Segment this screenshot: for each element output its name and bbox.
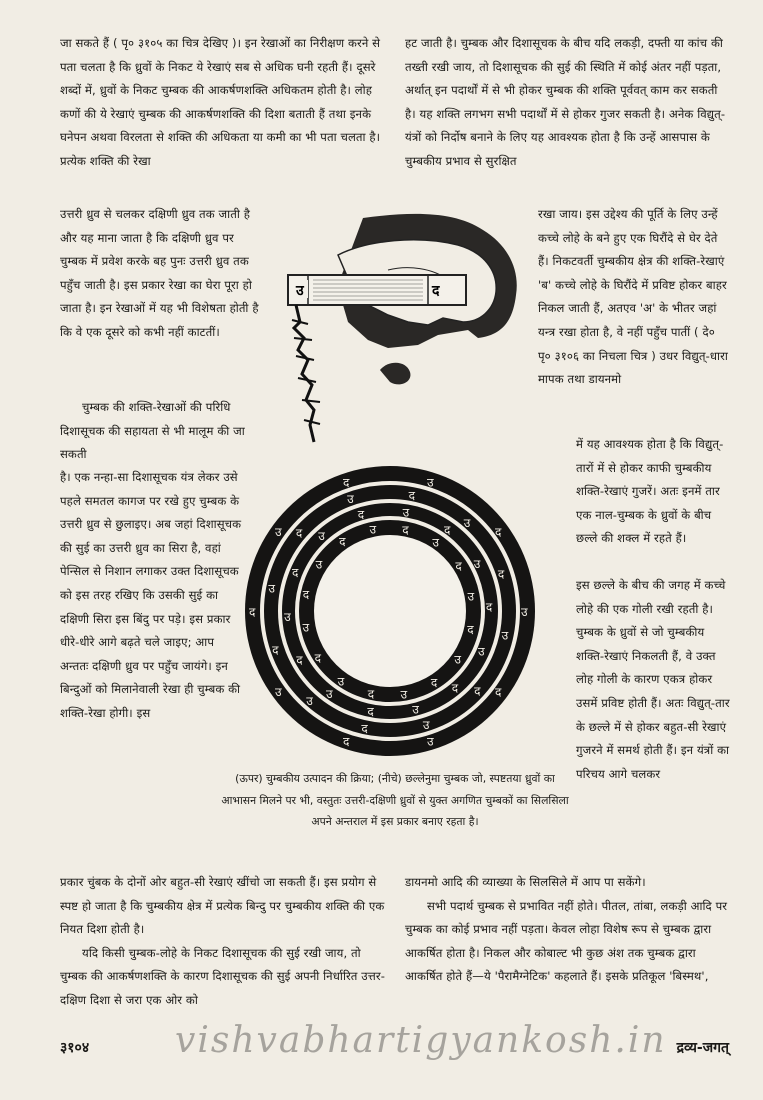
ring-pole-letter: द xyxy=(402,522,409,537)
ring-pole-letter: उ xyxy=(284,609,291,624)
watermark: vishvabhartigyankosh.in xyxy=(175,1020,667,1061)
text-left-mid2: चुम्बक की शक्ति-रेखाओं की परिधि दिशासूचक की सहायता से भी मालूम की जा सकती xyxy=(60,400,245,462)
ring-pole-letter: द xyxy=(430,675,438,690)
text-left-mid3: है। एक नन्हा-सा दिशासूचक यंत्र लेकर उसे पहले समतल कागज पर रखे हुए चुम्बक के उत्तरी ध्रुव से छुलाइए। अब जहां दिशासूचक की सुई का उत्तरी ध्रुव का सिरा है, वहां पेन्सिल से निशान लगाकर उक्त दिशासूचक को इस तरह रखिए कि उसकी सुई का दक्षिणी सिरा इस बिंदु पर पड़े। इस प्रकार धीरे-धीरे आगे बढ़ते चले जाइए; आप अन्ततः दक्षिणी ध्रुव पर पहुँच जायंगे। इन बिन्दुओं को मिलानेवाली रेखा ही चुम्बक की शक्ति-रेखा होगी। इस xyxy=(60,470,242,720)
ring-pole-letter: उ xyxy=(454,652,461,667)
para-bottom-right-2: सभी पदार्थ चुम्बक से प्रभावित नहीं होते। पीतल, तांबा, लकड़ी आदि पर चुम्बक का कोई प्रभाव नहीं पड़ता। केवल लोहा विशेष रूप से चुम्बक द्वारा आकर्षित होता है। निकल और कोबाल्ट भी कुछ अंश तक चुम्बक द्वारा आकर्षित होते हैं—ये 'पैरामैग्नेटिक' कहलाते हैं। इसके प्रतिकूल 'बिस्मथ', xyxy=(405,898,728,984)
ring-pole-letter: द xyxy=(342,734,350,749)
ring-pole-letter: द xyxy=(272,642,279,657)
figure-caption: (ऊपर) चुम्बकीय उत्पादन की क्रिया; (नीचे) छल्लेनुमा चुम्बक जो, स्पष्टतया ध्रुवों का आभासन मिलने पर भी, वस्तुतः उत्तरी-दक्षिणी ध्रुवों से युक्त अगणित चुम्बकों का सिलसिला अपने अन्तराल में इस प्रकार बनाए रहता है। xyxy=(221,772,569,828)
ring-pole-letter: उ xyxy=(412,702,419,717)
ring-pole-letter: द xyxy=(249,605,256,619)
para-bottom-left-2: यदि किसी चुम्बक-लोहे के निकट दिशासूचक की सुई रखी जाय, तो चुम्बक की आकर्षणशक्ति के कारण दिशासूचक की सुई अपनी निर्धारित उत्तर-दक्षिण दिशा से जरा एक ओर को xyxy=(60,945,385,1007)
ring-pole-letter: उ xyxy=(274,525,282,540)
hand-magnet-figure xyxy=(268,210,526,450)
ring-pole-letter: द xyxy=(361,721,368,736)
ring-pole-letter: उ xyxy=(325,686,333,701)
ring-pole-letter: द xyxy=(497,567,505,582)
ring-pole-letter: द xyxy=(495,525,502,540)
ring-pole-letter: द xyxy=(357,507,365,522)
magnet-south-label: द xyxy=(432,283,440,299)
ring-pole-letter: उ xyxy=(315,557,323,572)
ring-pole-letter: उ xyxy=(427,734,434,749)
ring-pole-letter: उ xyxy=(432,535,440,550)
ring-pole-letter: उ xyxy=(473,556,481,571)
ring-pole-letter: उ xyxy=(306,694,313,709)
ring-pole-letter: उ xyxy=(427,475,434,490)
ring-pole-letter: द xyxy=(339,534,346,549)
text-left-mid: उत्तरी ध्रुव से चलकर दक्षिणी ध्रुव तक जाती है और यह माना जाता है कि दक्षिणी ध्रुव पर चुम्बक में प्रवेश करके बह पुनः उत्तरी ध्रुव तक पहुँच जाती है। इस प्रकार रेखा का घेरा पूरा हो जाता है। इन रेखाओं में यह भी विशेषता होती है कि वे एक दूसरे को कभी नहीं काटतीं। xyxy=(60,207,259,339)
ring-pole-letter: उ xyxy=(347,492,354,507)
text-right-top: हट जाती है। चुम्बक और दिशासूचक के बीच यदि लकड़ी, दफ्ती या कांच की तख्ती रखी जाय, तो दिशासूचक की सुई की स्थिति में कोई अंतर नहीं पड़ता, अर्थात् इन पदार्थों में से भी होकर चुम्बक की शक्ति पूर्ववत् काम कर सकती है। यह शक्ति लगभग सभी पदार्थों में से होकर गुजर सकती है। अनेक विद्युत्-यंत्रों को निर्दोष बनाने के लिए यह आवश्यक होता है कि उन्हें आसपास के चुम्बकीय प्रभाव से सुरक्षित xyxy=(405,36,726,168)
ring-pole-letter: उ xyxy=(274,684,282,699)
ring-pole-letter: द xyxy=(467,622,474,637)
ring-pole-letter: द xyxy=(314,650,322,665)
magnet-north-label: उ xyxy=(296,283,304,299)
ring-pole-letter: द xyxy=(295,526,303,541)
magazine-title: द्रव्य-जगत् xyxy=(676,1040,729,1056)
ring-pole-letter: उ xyxy=(302,620,310,635)
ring-pole-letter: द xyxy=(451,680,459,695)
ring-pole-letter: द xyxy=(485,600,493,615)
ring-pole-letter: द xyxy=(291,565,299,580)
hand-thumb-shadow xyxy=(380,363,410,385)
ring-pole-letter: द xyxy=(408,488,416,503)
ring-pole-letter: द xyxy=(444,523,451,538)
ring-pole-letter: उ xyxy=(402,505,410,520)
ring-pole-letter: द xyxy=(367,704,374,719)
ring-magnet-figure xyxy=(240,456,540,766)
ring-pole-letter: द xyxy=(495,684,502,699)
text-right-mid: रखा जाय। इस उद्देश्य की पूर्ति के लिए उन्हें कच्चे लोहे के बने हुए एक घिरौंदे से घेर देते हैं। निकटवर्ती चुम्बकीय क्षेत्र की शक्ति-रेखाएं 'ब' कच्चे लोहे के घिरौंदे में प्रविष्ट होकर बाहर निकल जाती हैं, अतएव 'अ' के भीतर जहां यन्त्र रखा होता है, वे नहीं पहुँच पातीं ( दे० पृ० ३१०६ का निचला चित्र ) उधर विद्युत्-धारा मापक तथा डायनमो xyxy=(538,207,728,387)
ring-pole-letter: द xyxy=(302,587,310,602)
text-left-top: जा सकते हैं ( पृ० ३१०५ का चित्र देखिए )। इन रेखाओं का निरीक्षण करने से पता चलता है कि ध्रुवों के निकट ये रेखाएं सब से अधिक घनी रहती हैं। दूसरे शब्दों में, ध्रुवों के निकट चुम्बक की आकर्षणशक्ति अधिकतम होती है। लोह कणों की ये रेखाएं चुम्बक की आकर्षणशक्ति की दिशा बताती हैं तथा इनके घनेपन अथवा विरलता से शक्ति की अधिकता या कमी का भी पता चलता है। प्रत्येक शक्ति की रेखा xyxy=(60,36,381,168)
ring-pole-letter: उ xyxy=(467,589,475,604)
ring-pole-letter: उ xyxy=(337,674,345,689)
text-bottom-left xyxy=(60,871,390,1013)
ring-pole-letter: उ xyxy=(521,605,528,619)
ring-pole-letter: उ xyxy=(501,628,509,643)
para-bottom-left-1: प्रकार चुंबक के दोनों ओर बहुत-सी रेखाएं खींचो जा सकती हैं। इस प्रयोग से स्पष्ट हो जाता है कि चुम्बकीय क्षेत्र में प्रत्येक बिन्दु पर चुम्बकीय शक्ति की एक नियत दिशा होती है। xyxy=(60,875,385,937)
text-right-mid2: में यह आवश्यक होता है कि विद्युत्-तारों में से होकर काफी चुम्बकीय शक्ति-रेखाएं गुजरें। अतः इनमें तार एक नाल-चुम्बक के ध्रुवों के बीच छल्ले की शक्ल में रहते हैं। xyxy=(576,437,724,546)
ring-pole-letter: उ xyxy=(369,522,377,537)
ring-pole-letter: उ xyxy=(422,717,430,732)
ring-pole-letter: द xyxy=(296,653,303,668)
ring-pole-letter: द xyxy=(367,687,375,702)
ring-pole-letter: उ xyxy=(268,581,275,596)
ring-pole-letter: द xyxy=(342,475,350,490)
text-right-mid3: इस छल्ले के बीच की जगह में कच्चे लोहे की एक गोली रखी रहती है। चुम्बक के ध्रुवों से जो चुम्बकीय शक्ति-रेखाएं निकलती हैं, वे उक्त लोह गोली के कारण एकत्र होकर उसमें प्रविष्ट होती हैं। अतः विद्युत्-तार के छल्ले में से होकर बहुत-सी रेखाएं गुजरने में समर्थ होती हैं। इन यंत्रों का परिचय आगे चलकर xyxy=(576,578,730,781)
ring-inner-hole xyxy=(314,535,466,690)
ring-pole-letter: उ xyxy=(400,687,408,702)
text-bottom-right xyxy=(405,871,730,989)
ring-pole-letter: उ xyxy=(478,644,485,659)
ring-pole-letter: द xyxy=(474,683,481,698)
ring-pole-letter: उ xyxy=(318,529,325,544)
para-bottom-right-1: डायनमो आदि की व्याख्या के सिलसिले में आप पा सकेंगे। xyxy=(405,875,646,889)
page-number: ३१०४ xyxy=(60,1040,90,1056)
ring-pole-letter: उ xyxy=(463,515,471,530)
ring-pole-letter: द xyxy=(455,559,462,574)
